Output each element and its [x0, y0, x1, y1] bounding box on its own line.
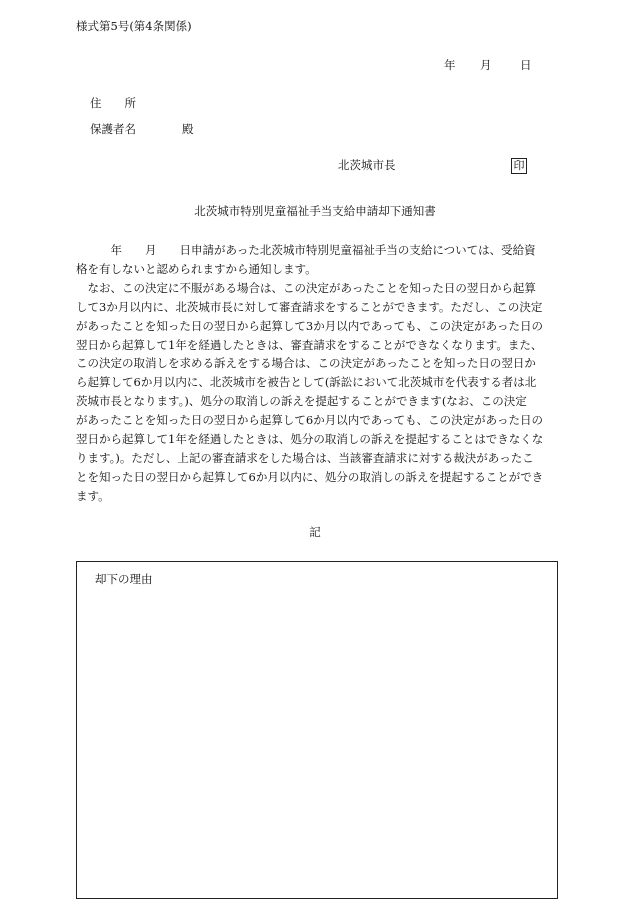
issuer-name: 北茨城市長	[338, 158, 396, 172]
reason-box	[76, 561, 558, 899]
ki-heading: 記	[309, 525, 321, 539]
document-title: 北茨城市特別児童福祉手当支給申請却下通知書	[194, 204, 436, 218]
body-line: ります。)。ただし、上記の審査請求をした場合は、当該審査請求に対する裁決があったこ	[76, 450, 534, 465]
body-line: ら起算して6か月以内に、北茨城市を被告として(訴訟において北茨城市を代表する者は北	[76, 375, 537, 390]
body-line: 茨城市長となります。)、処分の取消しの訴えを提起することができます(なお、この決定	[76, 394, 527, 409]
body-line: とを知った日の翌日から起算して6か月以内に、処分の取消しの訴えを提起することができ	[76, 469, 544, 484]
body-line: して3か月以内に、北茨城市長に対して審査請求をすることができます。ただし、この決定	[76, 299, 543, 314]
body-line: この決定の取消しを求める訴えをする場合は、この決定があったことを知った日の翌日か	[76, 356, 536, 371]
notice-body	[76, 241, 554, 506]
body-line: 年 月 日申請があった北茨城市特別児童福祉手当の支給については、受給資	[76, 243, 536, 257]
address-label: 住 所	[90, 96, 136, 110]
body-line: 翌日から起算して1年を経過したときは、処分の取消しの訴えを提起することはできなくな	[76, 432, 544, 447]
body-line: 翌日から起算して1年を経過したときは、審査請求をすることができなくなります。また、	[76, 337, 543, 352]
seal-mark: 印	[511, 158, 527, 174]
body-line: 格を有しないと認められますから通知します。	[76, 261, 317, 276]
date-month: 月	[480, 58, 492, 72]
body-line: があったことを知った日の翌日から起算して6か月以内であっても、この決定があった日の	[76, 413, 543, 428]
date-day: 日	[520, 58, 532, 72]
body-line: があったことを知った日の翌日から起算して3か月以内であっても、この決定があった日の	[76, 318, 543, 333]
body-line: ます。	[76, 488, 110, 503]
date-line	[444, 60, 532, 72]
guardian-label: 保護者名 殿	[90, 122, 194, 136]
body-line: なお、この決定に不服がある場合は、この決定があったことを知った日の翌日から起算	[76, 280, 536, 295]
date-year: 年	[444, 58, 456, 72]
form-number: 様式第5号(第4条関係)	[76, 19, 192, 33]
reason-label: 却下の理由	[95, 572, 153, 586]
